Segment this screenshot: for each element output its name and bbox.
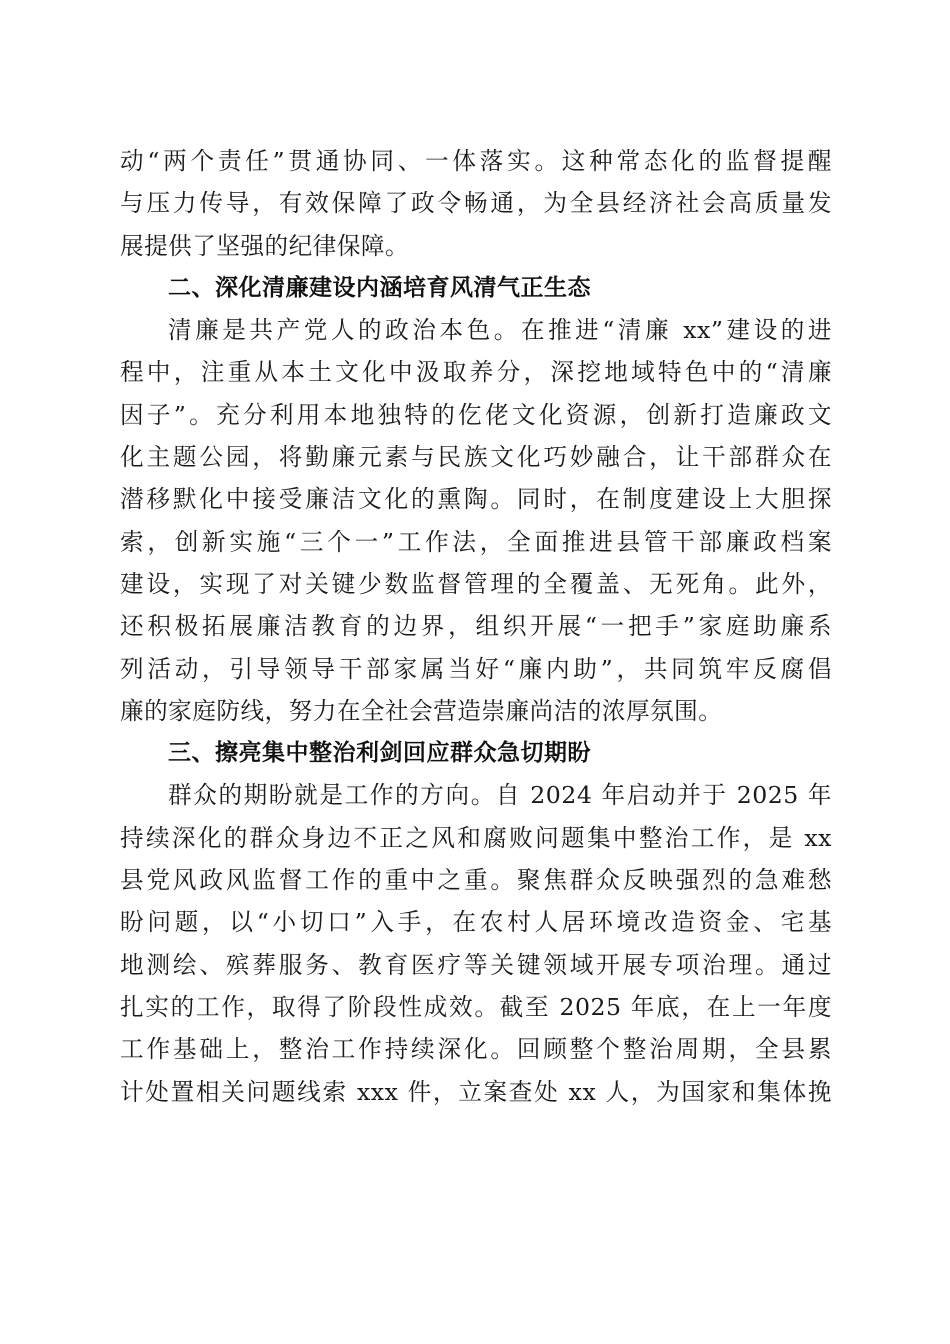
paragraph-line: 建设，实现了对关键少数监督管理的全覆盖、无死角。此外，	[120, 569, 832, 598]
paragraph-line: 潜移默化中接受廉洁文化的熏陶。同时，在制度建设上大胆探	[120, 485, 832, 514]
paragraph-line: 工作基础上，整治工作持续深化。回顾整个整治周期，全县累	[120, 1035, 832, 1064]
section-heading-3: 三、擦亮集中整治利剑回应群众急切期盼	[168, 740, 591, 767]
paragraph-line: 展提供了坚强的纪律保障。	[120, 231, 410, 260]
paragraph-line: 因子”。充分利用本地独特的仡佬文化资源，创新打造廉政文	[120, 400, 832, 429]
paragraph-line: 计处置相关问题线索 xxx 件，立案查处 xx 人，为国家和集体挽	[120, 1077, 832, 1106]
paragraph-line: 县党风政风监督工作的重中之重。聚焦群众反映强烈的急难愁	[120, 866, 832, 895]
paragraph-line: 地测绘、殡葬服务、教育医疗等关键领域开展专项治理。通过	[120, 950, 832, 979]
paragraph-line: 索，创新实施“三个一”工作法，全面推进县管干部廉政档案	[120, 527, 832, 556]
paragraph-line: 群众的期盼就是工作的方向。自 2024 年启动并于 2025 年	[168, 781, 832, 810]
paragraph-line: 化主题公园，将勤廉元素与民族文化巧妙融合，让干部群众在	[120, 443, 832, 472]
paragraph-line: 列活动，引导领导干部家属当好“廉内助”，共同筑牢反腐倡	[120, 654, 832, 683]
paragraph-line: 廉的家庭防线，努力在全社会营造崇廉尚洁的浓厚氛围。	[120, 696, 723, 725]
document-body	[120, 140, 832, 1113]
paragraph-line: 与压力传导，有效保障了政令畅通，为全县经济社会高质量发	[120, 189, 832, 218]
paragraph-line: 清廉是共产党人的政治本色。在推进“清廉 xx”建设的进	[168, 316, 832, 345]
paragraph-line: 持续深化的群众身边不正之风和腐败问题集中整治工作，是 xx	[120, 823, 832, 852]
section-heading-2: 二、深化清廉建设内涵培育风清气正生态	[168, 274, 591, 301]
paragraph-line: 动“两个责任”贯通协同、一体落实。这种常态化的监督提醒	[120, 147, 832, 175]
paragraph-line: 程中，注重从本土文化中汲取养分，深挖地域特色中的“清廉	[120, 358, 832, 387]
paragraph-line: 还积极拓展廉洁教育的边界，组织开展“一把手”家庭助廉系	[120, 612, 832, 641]
paragraph-line: 盼问题，以“小切口”入手，在农村人居环境改造资金、宅基	[120, 908, 832, 937]
paragraph-line: 扎实的工作，取得了阶段性成效。截至 2025 年底，在上一年度	[120, 992, 832, 1021]
